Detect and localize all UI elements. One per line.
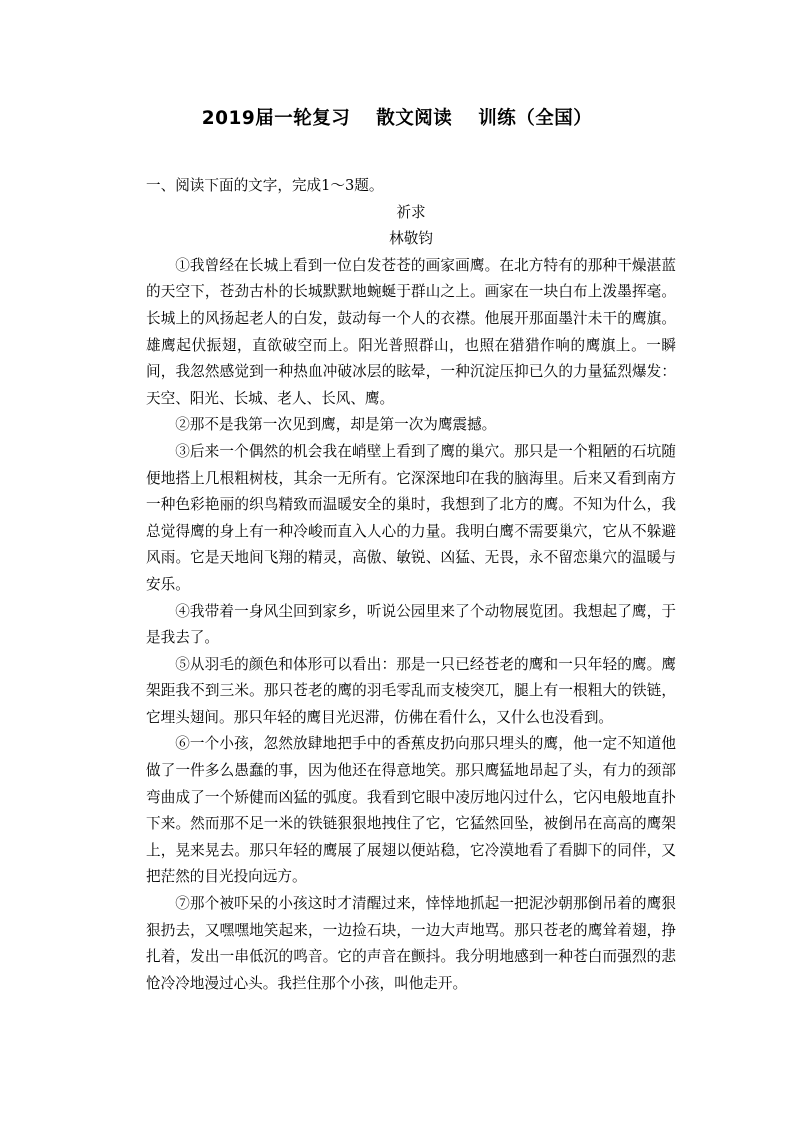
document-body bbox=[146, 173, 676, 997]
paragraph-6: ⑥一个小孩，忽然放肆地把手中的香蕉皮扔向那只埋头的鹰，他一定不知道他做了一件多么愚蠢的事，因为他还在得意地笑。那只鹰猛地昂起了头，有力的颈部弯曲成了一个矫健而凶猛的弧度。我看到它眼中凌厉地闪过什么，它闪电般地直扑下来。然而那不足一米的铁链狠狠地拽住了它，它猛然回坠，被倒吊在高高的鹰架上，晃来晃去。那只年轻的鹰展了展翅以便站稳，它冷漠地看了看脚下的同伴，又把茫然的目光投向远方。 bbox=[146, 735, 676, 886]
paragraph-4: ④我带着一身风尘回到家乡，听说公园里来了个动物展览团。我想起了鹰，于是我去了。 bbox=[146, 602, 676, 647]
article-author: 林敬钧 bbox=[389, 230, 433, 248]
question-instruction: 一、阅读下面的文字，完成1～3题。 bbox=[146, 177, 384, 194]
title-part-2: 散文阅读 bbox=[376, 108, 453, 129]
title-part-3: 训练（全国） bbox=[478, 108, 593, 129]
document-title bbox=[0, 104, 794, 130]
article-title: 祈求 bbox=[396, 203, 426, 221]
title-part-1: 2019届一轮复习 bbox=[201, 108, 351, 129]
paragraph-3: ③后来一个偶然的机会我在峭壁上看到了鹰的巢穴。那只是一个粗陋的石坑随便地搭上几根粗树枝，其余一无所有。它深深地印在我的脑海里。后来又看到南方一种色彩艳丽的织鸟精致而温暖安全的巢时，我想到了北方的鹰。不知为什么，我总觉得鹰的身上有一种冷峻而直入人心的力量。我明白鹰不需要巢穴，它从不躲避风雨。它是天地间飞翔的精灵，高傲、敏锐、凶猛、无畏，永不留恋巢穴的温暖与安乐。 bbox=[146, 442, 676, 593]
paragraph-2: ②那不是我第一次见到鹰，却是第一次为鹰震撼。 bbox=[175, 416, 497, 434]
paragraph-7: ⑦那个被吓呆的小孩这时才清醒过来，悻悻地抓起一把泥沙朝那倒吊着的鹰狠狠扔去，又嘿嘿地笑起来，一边捡石块，一边大声地骂。那只苍老的鹰耸着翅，挣扎着，发出一串低沉的鸣音。它的声音在颤抖。我分明地感到一种苍白而强烈的悲怆冷冷地漫过心头。我拦住那个小孩，叫他走开。 bbox=[146, 895, 676, 992]
paragraph-1: ①我曾经在长城上看到一位白发苍苍的画家画鹰。在北方特有的那种干燥湛蓝的天空下，苍劲古朴的长城默默地蜿蜒于群山之上。画家在一块白布上泼墨挥毫。长城上的风扬起老人的白发，鼓动每一个人的衣襟。他展开那面墨汁未干的鹰旗。雄鹰起伏振翅，直欲破空而上。阳光普照群山，也照在猎猎作响的鹰旗上。一瞬间，我忽然感觉到一种热血冲破冰层的眩晕，一种沉淀压抑已久的力量猛烈爆发：天空、阳光、长城、老人、长风、鹰。 bbox=[146, 256, 676, 407]
paragraph-5: ⑤从羽毛的颜色和体形可以看出：那是一只已经苍老的鹰和一只年轻的鹰。鹰架距我不到三米。那只苍老的鹰的羽毛零乱而支棱突兀，腿上有一根粗大的铁链，它埋头翅间。那只年轻的鹰目光迟滞，仿佛在看什么，又什么也没看到。 bbox=[146, 655, 676, 726]
